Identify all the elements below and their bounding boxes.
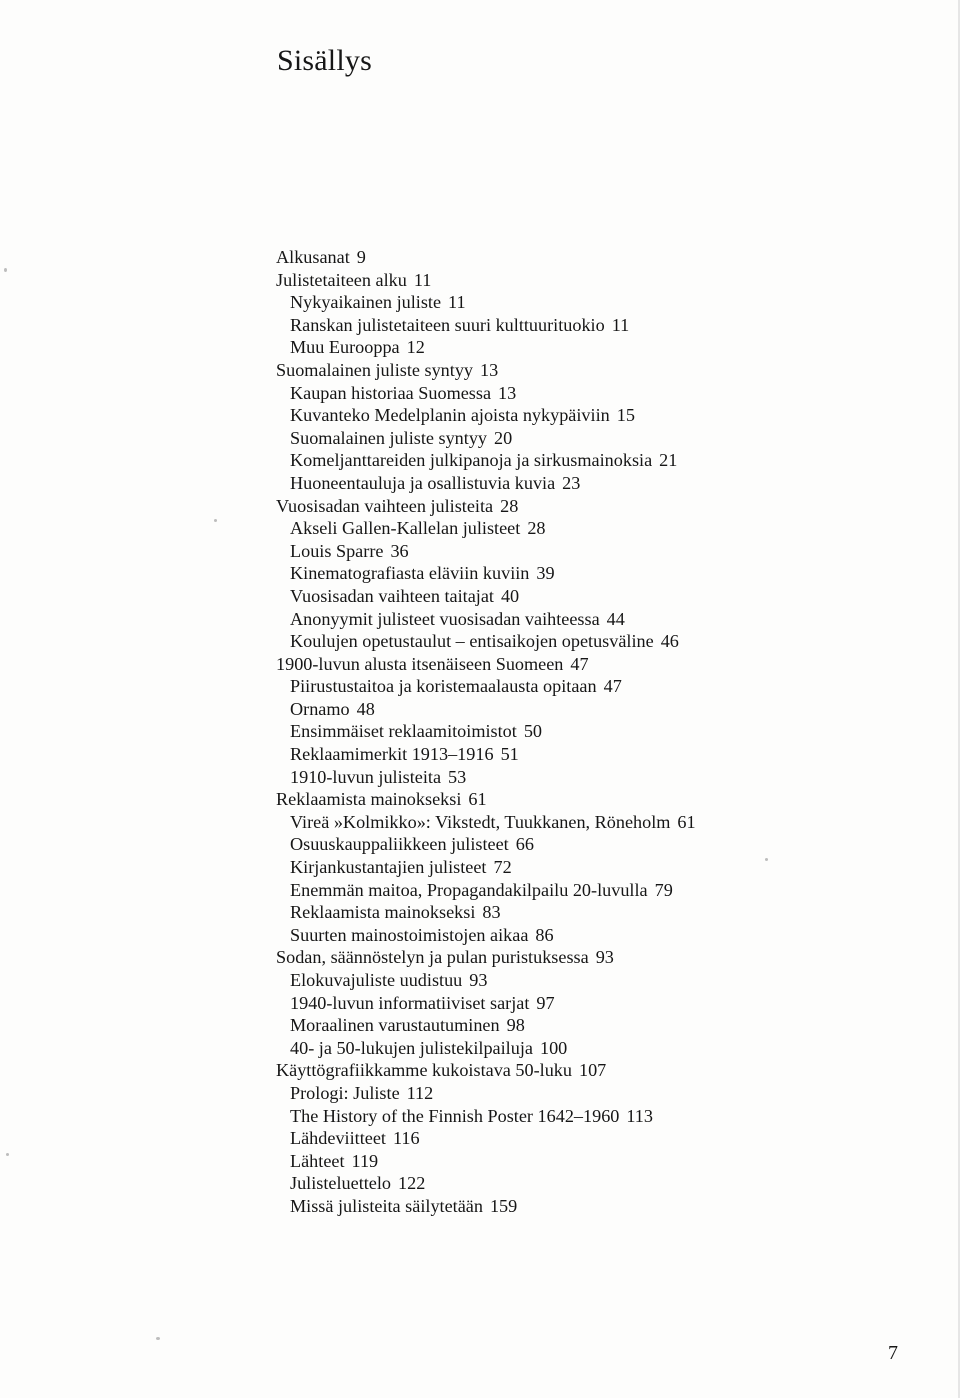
toc-entry-title: Vireä »Kolmikko»: Vikstedt, Tuukkanen, Röneholm — [290, 811, 671, 832]
toc-entry — [0, 788, 900, 811]
toc-entry — [0, 562, 900, 585]
toc-entry — [0, 1014, 900, 1037]
toc-entry-title: Enemmän maitoa, Propagandakilpailu 20-luvulla — [290, 879, 648, 900]
toc-entry-title: 40- ja 50-lukujen julistekilpailuja — [290, 1037, 533, 1058]
toc-entry — [0, 1059, 900, 1082]
toc-entry — [0, 449, 900, 472]
toc-entry-page: 119 — [351, 1150, 379, 1171]
toc-entry-title: Reklaamista mainokseksi — [290, 902, 476, 923]
toc-entry — [0, 608, 900, 631]
scan-speck — [214, 519, 217, 522]
scan-speck — [6, 1153, 9, 1156]
toc-entry — [0, 427, 900, 450]
toc-entry-page: 44 — [606, 608, 625, 629]
toc-entry-title: Moraalinen varustautuminen — [290, 1015, 500, 1036]
toc-entry-title: Ornamo — [290, 698, 350, 719]
toc-entry — [0, 969, 900, 992]
toc-entry-page: 79 — [654, 879, 673, 900]
toc-entry-page: 98 — [506, 1015, 525, 1036]
toc-entry-title: Reklaamista mainokseksi — [276, 789, 462, 810]
toc-entry-page: 100 — [539, 1037, 568, 1058]
toc-entry-page: 36 — [390, 540, 409, 561]
toc-entry-title: Käyttögrafiikkamme kukoistava 50-luku — [276, 1060, 572, 1081]
toc-entry-title: Julistetaiteen alku — [276, 269, 407, 290]
toc-entry — [0, 698, 900, 721]
toc-entry-page: 28 — [527, 518, 546, 539]
toc-entry-page: 107 — [578, 1060, 607, 1081]
toc-entry-title: Vuosisadan vaihteen taitajat — [290, 585, 494, 606]
toc-entry — [0, 1172, 900, 1195]
toc-entry — [0, 675, 900, 698]
toc-entry-title: Nykyaikainen juliste — [290, 292, 442, 313]
toc-entry-page: 116 — [392, 1128, 420, 1149]
toc-entry — [0, 404, 900, 427]
toc-entry-title: Kaupan historiaa Suomessa — [290, 382, 492, 403]
toc-entry — [0, 743, 900, 766]
toc-entry-title: Prologi: Juliste — [290, 1082, 400, 1103]
toc-entry — [0, 269, 900, 292]
toc-entry-page: 53 — [448, 766, 467, 787]
toc-entry-title: Elokuvajuliste uudistuu — [290, 970, 463, 990]
toc-entry-page: 72 — [493, 857, 512, 878]
toc-entry — [0, 992, 900, 1015]
toc-entry-page: 93 — [469, 970, 488, 990]
toc-entry — [0, 291, 900, 314]
toc-entry-page: 51 — [500, 744, 519, 765]
toc-entry — [0, 833, 900, 856]
toc-entry-page: 15 — [616, 405, 635, 426]
toc-entry-title: 1900-luvun alusta itsenäiseen Suomeen — [276, 653, 564, 674]
toc-entry-page: 86 — [535, 924, 554, 945]
toc-entry-page: 83 — [482, 902, 501, 923]
toc-entry-page: 13 — [498, 382, 517, 403]
toc-entry-title: Vuosisadan vaihteen julisteita — [276, 495, 494, 516]
toc-entry — [0, 495, 900, 518]
toc-entry — [0, 1195, 900, 1218]
toc-entry-title: Suurten mainostoimistojen aikaa — [290, 924, 529, 945]
toc-entry-title: Kinematografiasta eläviin kuviin — [290, 563, 530, 584]
toc-entry-title: Lähdeviitteet — [290, 1128, 386, 1149]
toc-entry — [0, 359, 900, 382]
toc-entry-title: Kuvanteko Medelplanin ajoista nykypäiviin — [290, 405, 610, 426]
toc-entry-page: 40 — [500, 585, 520, 606]
toc-entry — [0, 585, 900, 608]
toc-entry-page: 20 — [494, 427, 513, 448]
toc-entry-title: Koulujen opetustaulut – entisaikojen opetusväline — [290, 631, 654, 652]
toc-entry-page: 11 — [611, 314, 630, 335]
toc-entry — [0, 314, 900, 337]
toc-entry-title: Komeljanttareiden julkipanoja ja sirkusmainoksia — [290, 450, 653, 471]
toc-entry-title: Huoneentauluja ja osallistuvia kuvia — [290, 472, 556, 493]
toc-entry — [0, 540, 900, 563]
toc-entry-title: Ranskan julistetaiteen suuri kulttuurituokio — [290, 314, 605, 335]
toc-entry — [0, 811, 900, 834]
toc-entry-page: 48 — [356, 698, 375, 719]
toc-entry-title: Sodan, säännöstelyn ja pulan puristuksessa — [276, 947, 589, 968]
toc-entry — [0, 946, 900, 969]
toc-entry — [0, 720, 900, 743]
toc-entry — [0, 766, 900, 789]
toc-entry-title: Kirjankustantajien julisteet — [290, 857, 487, 878]
scan-speck — [4, 268, 7, 272]
toc-entry-title: Lähteet — [290, 1150, 345, 1171]
toc-entry — [0, 653, 900, 676]
toc-entry-page: 113 — [626, 1105, 653, 1126]
table-of-contents — [0, 246, 900, 1218]
toc-entry — [0, 1105, 900, 1128]
toc-entry — [0, 1037, 900, 1060]
toc-entry-title: Alkusanat — [276, 247, 350, 267]
toc-entry-title: 1940-luvun informatiiviset sarjat — [290, 992, 530, 1013]
toc-entry-page: 39 — [536, 563, 555, 584]
toc-entry-title: Suomalainen juliste syntyy — [290, 427, 488, 448]
toc-entry-page: 11 — [448, 292, 466, 313]
toc-entry-page: 11 — [413, 269, 432, 290]
toc-entry-page: 47 — [570, 653, 589, 674]
toc-entry — [0, 924, 900, 947]
toc-entry — [0, 630, 900, 653]
toc-entry-title: Ensimmäiset reklaamitoimistot — [290, 721, 517, 742]
scan-speck — [765, 858, 768, 861]
toc-entry — [0, 472, 900, 495]
toc-entry-page: 50 — [523, 721, 542, 742]
toc-entry — [0, 382, 900, 405]
toc-entry-title: Piirustustaitoa ja koristemaalausta opitaan — [290, 676, 597, 697]
toc-entry-page: 159 — [489, 1195, 518, 1216]
toc-entry-page: 66 — [515, 834, 534, 855]
page-title: Sisällys — [277, 44, 372, 77]
toc-entry-page: 12 — [406, 337, 425, 358]
scan-speck — [156, 1337, 160, 1340]
toc-entry-page: 97 — [536, 992, 555, 1013]
toc-entry — [0, 901, 900, 924]
toc-entry-title: Louis Sparre — [290, 540, 384, 561]
toc-entry — [0, 1150, 900, 1173]
toc-entry-page: 13 — [480, 359, 499, 380]
page-number: 7 — [888, 1342, 898, 1364]
toc-entry-title: Akseli Gallen-Kallelan julisteet — [290, 518, 521, 539]
toc-entry-page: 46 — [660, 631, 679, 652]
toc-entry-title: Reklaamimerkit 1913–1916 — [290, 744, 494, 765]
toc-entry-title: Missä julisteita säilytetään — [290, 1195, 483, 1216]
toc-entry-title: Muu Eurooppa — [290, 337, 400, 358]
toc-entry-page: 9 — [356, 247, 366, 267]
toc-entry-title: Julisteluettelo — [290, 1173, 392, 1194]
toc-entry-page: 61 — [468, 789, 487, 810]
toc-entry — [0, 1082, 900, 1105]
toc-entry-page: 93 — [595, 947, 614, 968]
toc-entry-page: 21 — [659, 450, 678, 471]
toc-entry — [0, 1127, 900, 1150]
toc-entry-title: The History of the Finnish Poster 1642–1960 — [290, 1105, 620, 1126]
toc-entry-page: 23 — [562, 472, 581, 493]
toc-entry — [0, 879, 900, 902]
toc-entry-title: Osuuskauppaliikkeen julisteet — [290, 834, 509, 855]
toc-entry-page: 112 — [406, 1082, 434, 1103]
toc-entry-title: Suomalainen juliste syntyy — [276, 359, 474, 380]
toc-entry — [0, 517, 900, 540]
toc-entry-page: 47 — [603, 676, 622, 697]
toc-entry-page: 28 — [500, 495, 519, 516]
toc-entry — [0, 336, 900, 359]
toc-entry-title: 1910-luvun julisteita — [290, 766, 442, 787]
toc-entry-page: 122 — [398, 1173, 426, 1194]
toc-entry — [0, 246, 900, 269]
toc-entry-page: 61 — [677, 811, 696, 832]
toc-entry-title: Anonyymit julisteet vuosisadan vaihteessa — [290, 608, 600, 629]
